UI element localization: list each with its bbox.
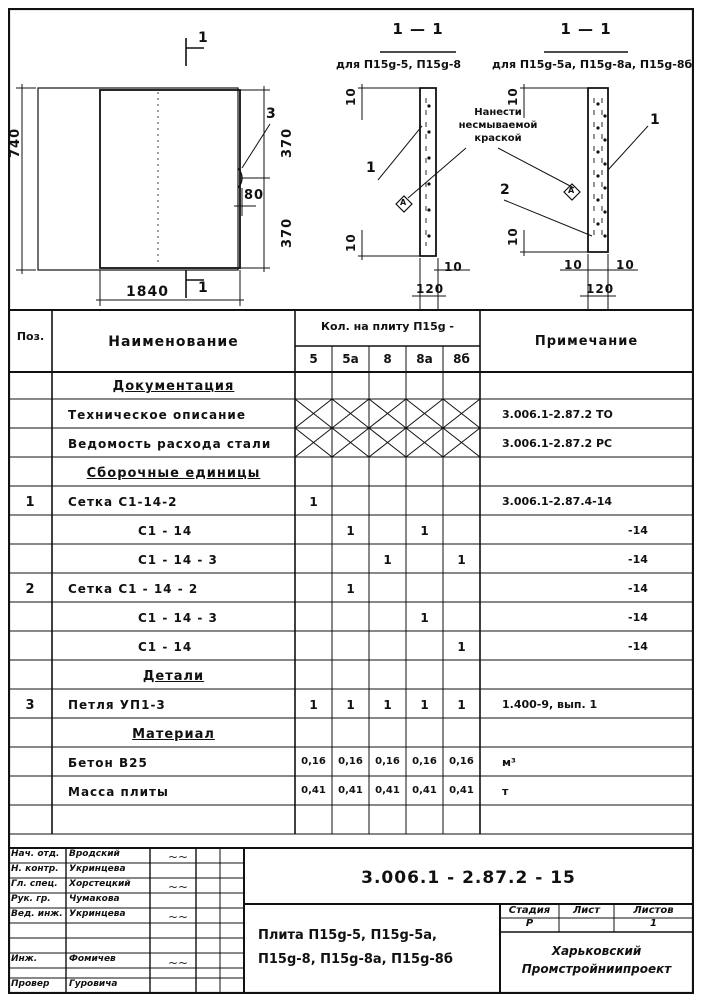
row-note: -14 [628, 611, 648, 624]
qty-subcolumn-header: 5 [309, 352, 318, 366]
section-right-label: 1 — 1 [560, 20, 612, 38]
paint-note: Нанести несмываемой краской [458, 107, 538, 144]
row-name: Ведомость расхода стали [68, 437, 272, 451]
dim-10-left-bottom: 10 [344, 233, 358, 252]
row-qty-cell: 0,16 [449, 756, 474, 767]
row-note: 3.006.1-2.87.2 РС [502, 437, 613, 450]
sheets-header: Листов [633, 905, 674, 916]
doc-code: 3.006.1 - 2.87.2 - 15 [361, 868, 576, 888]
dim-10-right-top: 10 [506, 87, 520, 106]
signature-mark: ~~ [168, 850, 189, 864]
signature-role: Рук. гр. [11, 894, 51, 904]
row-qty-cell: 0,41 [375, 785, 400, 796]
signature-name: Гуровича [69, 979, 118, 989]
row-qty-cell: 1 [346, 582, 355, 596]
section-left-caption: для П15g-5, П15g-8 [336, 58, 462, 71]
row-note: т [502, 785, 509, 798]
section-right-caption: для П15g-5а, П15g-8а, П15g-8б [492, 58, 693, 71]
row-qty-cell: 1 [457, 640, 466, 654]
row-qty-cell: 0,16 [301, 756, 326, 767]
header-note: Примечание [534, 334, 639, 349]
row-note: м³ [502, 756, 516, 769]
signature-name: Укринцева [69, 864, 126, 874]
row-pos: 3 [25, 698, 36, 713]
title-line-2: П15g-8, П15g-8а, П15g-8б [258, 952, 453, 967]
row-qty-cell: 0,16 [338, 756, 363, 767]
dim-120-right: 120 [586, 282, 615, 296]
dim-half-bottom: 370 [280, 217, 295, 248]
stage-header: Стадия [508, 905, 551, 916]
drawing-sheet [8, 8, 694, 994]
row-qty-cell: 1 [457, 698, 466, 712]
signature-name: Укринцева [69, 909, 126, 919]
row-qty-cell: 1 [457, 553, 466, 567]
signature-mark: ~~ [168, 956, 189, 970]
dim-height-740: 740 [8, 127, 23, 158]
signature-role: Инж. [11, 954, 38, 964]
row-qty-cell: 1 [309, 495, 318, 509]
row-qty-cell: 0,16 [412, 756, 437, 767]
dim-half-top: 370 [280, 127, 295, 158]
qty-subcolumn-header: 8 [383, 352, 392, 366]
row-qty-cell: 1 [420, 524, 429, 538]
callout-1-left: 1 [366, 160, 377, 176]
row-name: Сборочные единицы [86, 466, 261, 481]
row-name: Материал [132, 727, 215, 742]
row-note: -14 [628, 553, 648, 566]
signature-role: Вед. инж. [11, 909, 63, 919]
signature-mark: ~~ [168, 880, 189, 894]
row-qty-cell: 1 [383, 553, 392, 567]
row-note: 3.006.1-2.87.4-14 [502, 495, 613, 508]
header-pos: Поз. [16, 330, 45, 343]
row-name: Сетка С1 - 14 - 2 [68, 582, 199, 596]
callout-1-right: 1 [650, 112, 661, 128]
row-name: Техническое описание [68, 408, 246, 422]
row-pos: 2 [25, 582, 36, 597]
row-note: -14 [628, 582, 648, 595]
mark-a-right: А [568, 186, 575, 195]
row-name: С1 - 14 [138, 524, 193, 538]
row-qty-cell: 1 [346, 698, 355, 712]
qty-subcolumn-header: 8б [453, 352, 470, 366]
stage-value: Р [525, 918, 534, 929]
row-qty-cell: 0,41 [412, 785, 437, 796]
row-name: С1 - 14 - 3 [138, 553, 218, 567]
qty-subcolumn-header: 5а [342, 352, 359, 366]
signature-role: Гл. спец. [11, 879, 58, 889]
section-left-label: 1 — 1 [392, 20, 444, 38]
row-note: -14 [628, 640, 648, 653]
sheet-header: Лист [572, 905, 601, 916]
dim-10-right-b: 10 [616, 258, 635, 272]
org-line-1: Харьковский [551, 944, 642, 958]
cut-mark-top: 1 [198, 30, 209, 46]
row-name: Документация [112, 379, 235, 394]
row-note: 3.006.1-2.87.2 ТО [502, 408, 613, 421]
org-line-2: Промстройниипроект [521, 962, 672, 976]
signature-role: Н. контр. [11, 864, 59, 874]
dim-10-left-top: 10 [344, 87, 358, 106]
row-qty-cell: 1 [420, 698, 429, 712]
signature-role: Нач. отд. [11, 849, 60, 859]
header-name: Наименование [108, 334, 239, 350]
header-qty: Кол. на плиту П15g - [321, 320, 454, 333]
callout-3: 3 [266, 106, 277, 122]
dim-120-left: 120 [416, 282, 445, 296]
row-note: 1.400-9, вып. 1 [502, 698, 598, 711]
sheets-value: 1 [650, 918, 657, 929]
row-qty-cell: 0,41 [338, 785, 363, 796]
row-note: -14 [628, 524, 648, 537]
signature-name: Хорстецкий [69, 879, 131, 889]
row-name: Детали [142, 669, 205, 684]
qty-subcolumn-header: 8а [416, 352, 433, 366]
signature-name: Фомичев [69, 954, 116, 964]
dim-10-right-bottom: 10 [506, 227, 520, 246]
row-qty-cell: 1 [420, 611, 429, 625]
signature-role: Провер [11, 979, 50, 989]
dim-10-right-a: 10 [564, 258, 583, 272]
row-name: Петля УП1-3 [68, 698, 166, 712]
row-name: Масса плиты [68, 785, 169, 799]
callout-2: 2 [500, 182, 511, 198]
row-qty-cell: 1 [383, 698, 392, 712]
row-qty-cell: 1 [309, 698, 318, 712]
row-name: Сетка С1-14-2 [68, 495, 178, 509]
dim-width-1840: 1840 [126, 284, 169, 300]
dim-80: 80 [244, 188, 265, 203]
row-pos: 1 [25, 495, 36, 510]
cut-mark-bottom: 1 [198, 280, 209, 296]
mark-a-left: А [400, 198, 407, 207]
row-qty-cell: 0,41 [449, 785, 474, 796]
row-qty-cell: 1 [346, 524, 355, 538]
row-name: Бетон В25 [68, 756, 148, 770]
row-name: С1 - 14 [138, 640, 193, 654]
row-name: С1 - 14 - 3 [138, 611, 218, 625]
signature-name: Вродский [69, 849, 120, 859]
title-line-1: Плита П15g-5, П15g-5а, [258, 928, 437, 943]
signature-mark: ~~ [168, 910, 189, 924]
dim-10-left-side: 10 [444, 260, 463, 274]
row-qty-cell: 0,16 [375, 756, 400, 767]
row-qty-cell: 0,41 [301, 785, 326, 796]
signature-name: Чумакова [69, 894, 120, 904]
